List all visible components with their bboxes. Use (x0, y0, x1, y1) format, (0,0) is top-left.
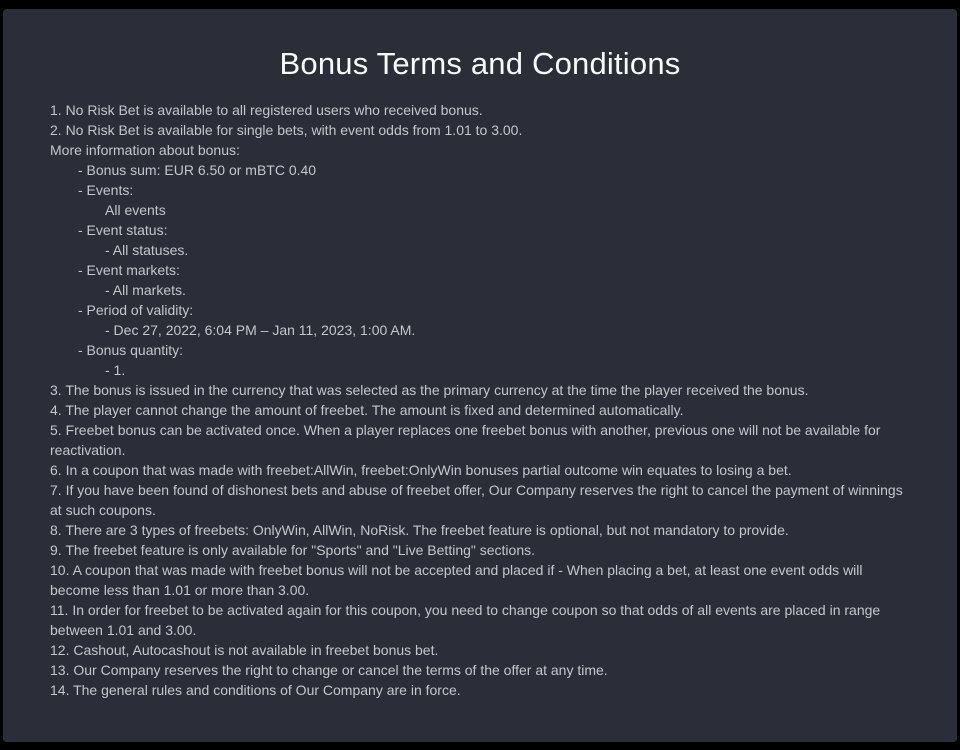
term-event-status-label: - Event status: (78, 222, 168, 238)
term-item-4: 4. The player cannot change the amount of freebet. The amount is fixed and determined automatically. (50, 402, 684, 418)
term-item-3: 3. The bonus is issued in the currency that was selected as the primary currency at the time the player received the bonus. (50, 382, 809, 398)
term-more-info-heading: More information about bonus: (50, 142, 240, 158)
term-events-label: - Events: (78, 182, 134, 198)
term-event-markets-label: - Event markets: (78, 262, 180, 278)
bonus-terms-panel (3, 9, 957, 742)
term-item-6: 6. In a coupon that was made with freebet:AllWin, freebet:OnlyWin bonuses partial outcome win equates to losing a bet. (50, 462, 792, 478)
term-event-markets-value: - All markets. (105, 282, 186, 298)
term-item-1: 1. No Risk Bet is available to all registered users who received bonus. (50, 102, 483, 118)
term-events-value: All events (105, 202, 166, 218)
page-title: Bonus Terms and Conditions (279, 46, 681, 81)
term-item-11: 11. In order for freebet to be activated again for this coupon, you need to change coupon so that odds of all events are placed in range between 1.01 and 3.00. (50, 602, 881, 638)
term-bonus-sum: - Bonus sum: EUR 6.50 or mBTC 0.40 (78, 162, 317, 178)
term-item-13: 13. Our Company reserves the right to change or cancel the terms of the offer at any time. (50, 662, 608, 678)
term-item-10: 10. A coupon that was made with freebet bonus will not be accepted and placed if - When placing a bet, at least one event odds will become less than 1.01 or more than 3.00. (50, 562, 863, 598)
term-validity-value: - Dec 27, 2022, 6:04 PM – Jan 11, 2023, 1:00 AM. (105, 322, 416, 338)
term-event-status-value: - All statuses. (105, 242, 189, 258)
term-bonus-quantity-label: - Bonus quantity: (78, 342, 184, 358)
term-item-8: 8. There are 3 types of freebets: OnlyWin, AllWin, NoRisk. The freebet feature is optional, but not mandatory to provide. (50, 522, 789, 538)
term-item-5: 5. Freebet bonus can be activated once. When a player replaces one freebet bonus with another, previous one will not be available for reactivation. (50, 422, 881, 458)
term-item-2: 2. No Risk Bet is available for single bets, with event odds from 1.01 to 3.00. (50, 122, 523, 138)
term-bonus-quantity-value: - 1. (105, 362, 126, 378)
term-item-9: 9. The freebet feature is only available for "Sports" and "Live Betting" sections. (50, 542, 536, 558)
terms-list (3, 100, 957, 700)
term-item-12: 12. Cashout, Autocashout is not available in freebet bonus bet. (50, 642, 439, 658)
term-validity-label: - Period of validity: (78, 302, 194, 318)
term-item-14: 14. The general rules and conditions of Our Company are in force. (50, 682, 461, 698)
term-item-7: 7. If you have been found of dishonest bets and abuse of freebet offer, Our Company reserves the right to cancel the payment of winnings at such coupons. (50, 482, 903, 518)
